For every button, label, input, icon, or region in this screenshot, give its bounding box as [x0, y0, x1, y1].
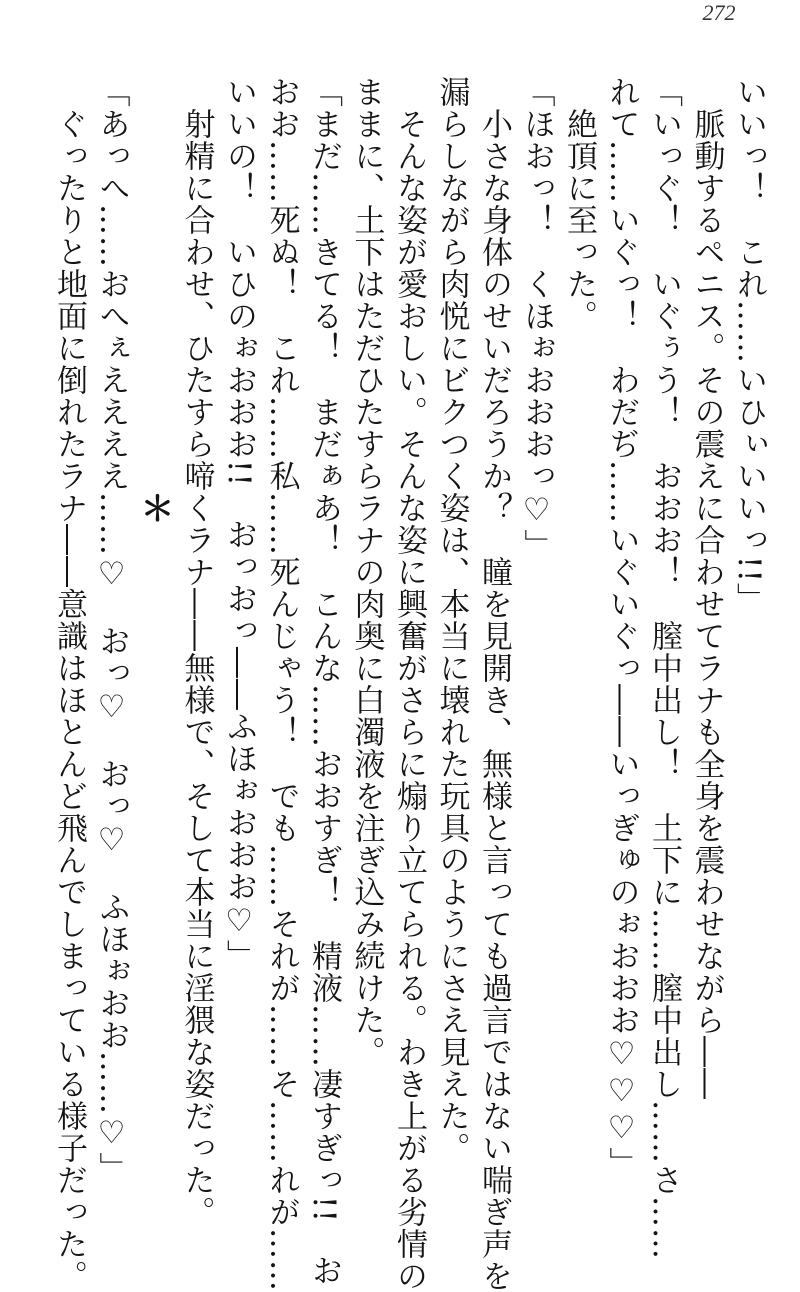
text-line: おお……死ぬ！ これ……私……死んじゃう！ でも……それが……そ……れが…… [263, 76, 300, 1292]
text-line: 漏らしながら肉悦にビクつく姿は、本当に壊れた玩具のようにさえ見えた。 [433, 76, 470, 1164]
page-number: 272 [702, 0, 736, 25]
text-line: 「まだ……きてる！ まだぁあ！ こんな……おおすぎ！ 精液……凄すぎっ!! お [306, 76, 342, 1287]
text-line: 絶頂に至った。 [561, 108, 597, 332]
text-line: いいっ！ これ……いひぃいいっ!!」 [731, 76, 767, 615]
section-separator: ＊ [134, 491, 174, 526]
text-line: そんな姿が愛おしい。そんな姿に興奮がさらに煽り立てられる。わき上がる劣情の [391, 108, 427, 1292]
page-text [51, 76, 770, 1292]
text-line: 脈動するペニス。その震えに合わせてラナも全身を震わせながら―― [688, 108, 725, 1100]
text-line: 「ほおっ！ くほぉおおおっ♡」 [518, 76, 555, 561]
text-line: れて……いぐっ！ わだぢ……いぐいぐっ――いっぎゅのぉおおお♡♡♡」 [603, 76, 640, 1179]
text-line: ままに、土下はただひたすらラナの肉奥に白濁液を注ぎ込み続けた。 [348, 76, 385, 1068]
text-line: ぐったりと地面に倒れたラナ――意識はほとんど飛んでしまっている様子だった。 [51, 108, 87, 1292]
text-line: 「あっへ……おへぇええええ……♡ おっ♡ おっ♡ ふほぉおお……♡」 [93, 76, 130, 1184]
text-line: いいの！ いひのぉおおお!! おっおっ――ふほぉおおお♡」 [221, 76, 257, 972]
text-line: 射精に合わせ、ひたすら啼くラナ――無様で、そして本当に淫猥な姿だった。 [178, 108, 215, 1228]
text-line: 「いっぐ！ いぐぅう！ おおお！ 膣中出し！ 土下に……膣中出し……さ…… [646, 76, 682, 1260]
text-line: 小さな身体のせいだろうか？ 瞳を見開き、無様と言っても過言ではない喘ぎ声を [476, 108, 512, 1292]
